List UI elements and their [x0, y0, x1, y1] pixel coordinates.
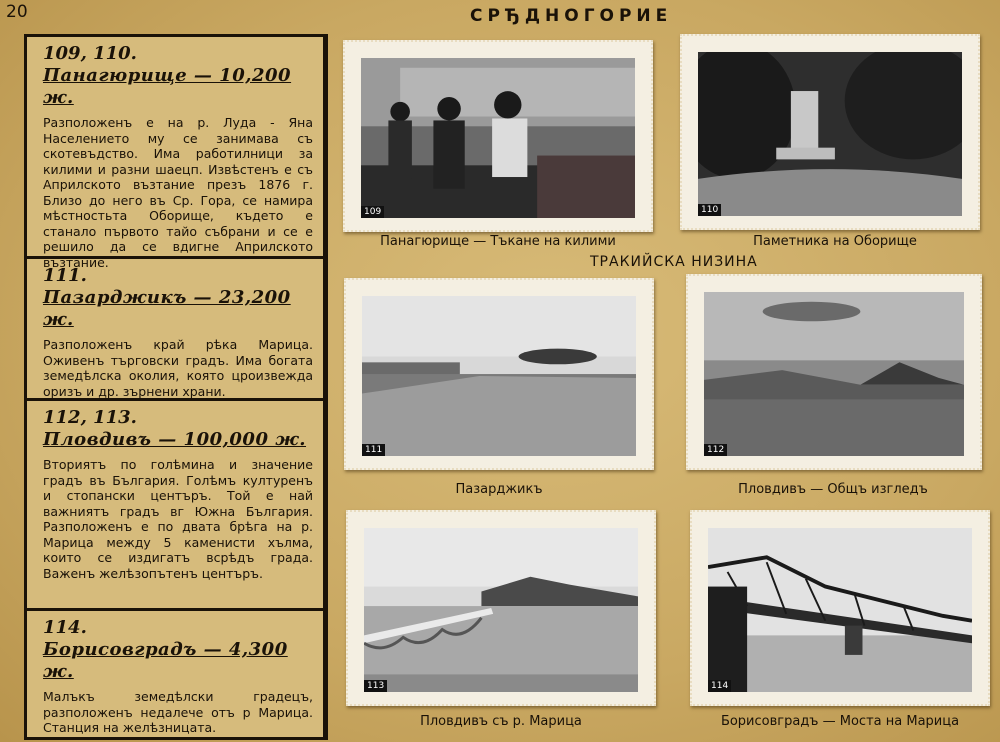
stamp-caption: Паметника на Оборище [753, 234, 917, 249]
entry-plovdiv [27, 401, 323, 611]
page-number: 20 [6, 2, 28, 22]
stamp-number: 109 [361, 206, 384, 218]
stamp-112 [686, 274, 982, 470]
entry-number: 111. [43, 265, 87, 286]
stamp-114 [690, 510, 990, 706]
entry-town: Панагюрище — 10,200 ж. [43, 65, 292, 108]
stamp-number: 114 [708, 680, 731, 692]
entry-panagyurishte [27, 37, 323, 270]
stamp-photo-weaving [361, 58, 635, 218]
entry-town: Пазарджикъ — 23,200 ж. [43, 287, 291, 330]
section-subtitle: ТРАКИЙСКА НИЗИНА [590, 254, 758, 270]
stamp-caption: Пловдивъ съ р. Марица [420, 714, 582, 729]
entry-town: Пловдивъ — 100,000 ж. [43, 429, 307, 450]
stamp-caption: Борисовградъ — Моста на Марица [720, 714, 960, 729]
entry-borisovgrad [27, 611, 323, 737]
stamp-caption: Пловдивъ — Общъ изгледъ [738, 482, 928, 497]
page-title: СРЂДНОГОРИЕ [470, 6, 673, 26]
entry-description: Разположенъ е на р. Луда - Яна Населението му се занимава съ скотевъдство. Има работилници за килими и разни шаецп. Извѣстенъ е съ Априлското възтание презъ 1876 г. Близо до него въ Ср. Гора, се намира мѣстностьта Оборище, където е станало първото тайо събрани и се е решило да се вдигне Априлското възтание. [43, 115, 313, 270]
entry-description: Разположенъ край рѣка Марица. Оживенъ търговски градъ. Има богата земедѣлска околия, която цроизвежда оризъ и др. зърнени храни. [43, 337, 313, 399]
stamp-photo-railway-bridge [708, 528, 972, 692]
stamp-caption: Пазарджикъ [455, 482, 543, 497]
entry-number: 109, 110. [43, 43, 137, 64]
stamp-photo-bridge-city [364, 528, 638, 692]
entry-pazardzhik [27, 259, 323, 401]
entry-description: Вториятъ по голѣмина и значение градъ въ България. Голѣмъ културенъ и стопански центъръ. Той е най важниятъ градъ вг Южна България. Разположенъ е по двата брѣга на р. Марица между 5 каменисти хълма, които се издигатъ всрѣдъ града. Важенъ желѣзопътенъ центъръ. [43, 457, 313, 581]
stamp-number: 110 [698, 204, 721, 216]
entry-number: 114. [43, 617, 87, 638]
stamp-113 [346, 510, 656, 706]
entry-number: 112, 113. [43, 407, 137, 428]
stamp-110 [680, 34, 980, 230]
entry-description: Малъкъ земедѣлски градецъ, разположенъ недалече отъ р Марица. Станция на желѣзницата. [43, 689, 313, 735]
stamp-109 [343, 40, 653, 232]
stamp-111 [344, 278, 654, 470]
entry-town: Борисовградъ — 4,300 ж. [43, 639, 288, 682]
descriptions-panel [24, 34, 328, 740]
stamp-photo-monument [698, 52, 962, 216]
stamp-photo-city [704, 292, 964, 456]
stamp-photo-river [362, 296, 636, 456]
stamp-caption: Панагюрище — Тъкане на килими [380, 234, 616, 249]
stamp-number: 113 [364, 680, 387, 692]
stamp-number: 112 [704, 444, 727, 456]
stamp-number: 111 [362, 444, 385, 456]
